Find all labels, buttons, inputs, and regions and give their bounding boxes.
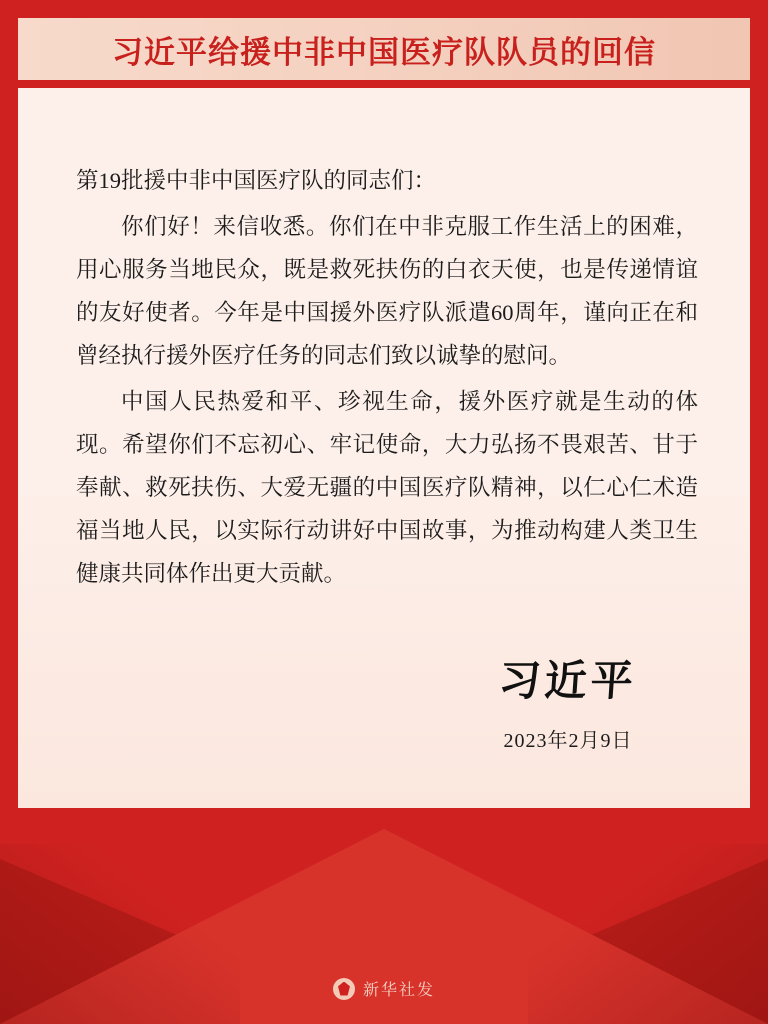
letter-salutation: 第19批援中非中国医疗队的同志们： xyxy=(76,168,437,193)
footer xyxy=(0,977,768,1000)
page-title: 习近平给援中非中国医疗队队员的回信 xyxy=(112,34,656,70)
letter-body xyxy=(76,160,698,595)
letter-signature-block xyxy=(438,648,698,753)
letter-paper xyxy=(18,88,750,808)
footer-agency-label: 新华社发 xyxy=(362,982,435,999)
letter-paragraph-2: 中国人民热爱和平、珍视生命，援外医疗就是生动的体现。希望你们不忘初心、牢记使命，大力弘扬不畏艰苦、甘于奉献、救死扶伤、大爱无疆的中国医疗队精神，以仁心仁术造福当地人民，以实际行动讲好中国故事，为推动构建人类卫生健康共同体作出更大贡献。 xyxy=(76,388,698,587)
signature: 习近平 xyxy=(497,659,639,705)
title-band xyxy=(18,18,750,80)
xinhua-logo-icon xyxy=(333,978,355,1000)
letter-paragraph-1: 你们好！来信收悉。你们在中非克服工作生活上的困难，用心服务当地民众，既是救死扶伤的白衣天使，也是传递情谊的友好使者。今年是中国援外医疗队派遣60周年，谨向正在和曾经执行援外医疗任务的同志们致以诚挚的慰问。 xyxy=(76,213,698,369)
signature-date: 2023年2月9日 xyxy=(503,730,633,752)
